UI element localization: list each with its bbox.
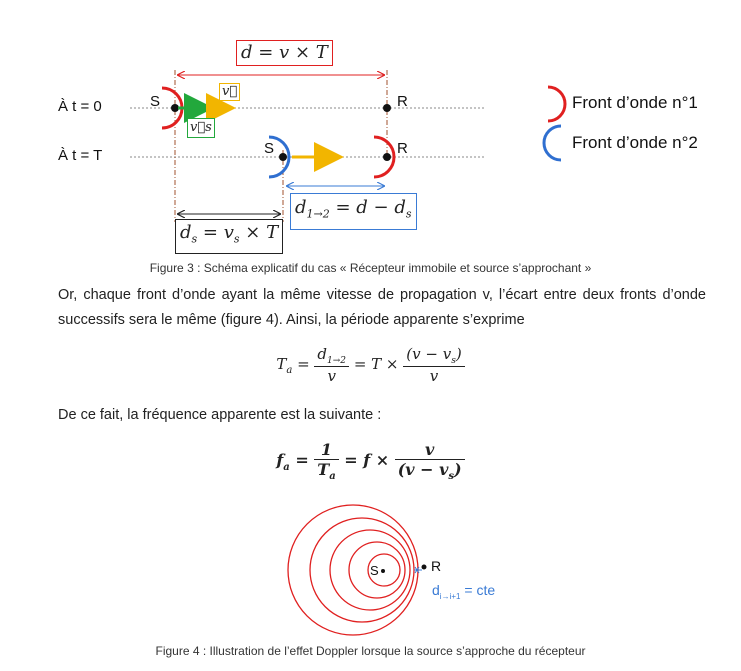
receiver-dot-T [383, 153, 391, 161]
eq2-den2-end: ) [454, 460, 462, 479]
eq2-num2: v [395, 440, 465, 460]
paragraph-1: Or, chaque front d’onde ayant la même vitesse de propagation v, l’écart entre deux fronts d’onde successifs sera le même (figure 4). Ainsi, la période apparente s’exprime [58, 287, 706, 328]
ds-sub: s [191, 232, 198, 246]
d12-formula-box [290, 193, 417, 230]
eq2-fraction-1 [314, 440, 338, 482]
fig4-source-label: S [370, 563, 379, 578]
equation-frequency: $f_a$ = $\frac{1}{T_a}$ = f × $\frac{v}{(v - v_s)}$ [0, 440, 741, 482]
eq2-num: 1 [314, 440, 338, 460]
eq1-lhs-sub: a [286, 365, 293, 376]
vs-label-box: v⃗s [187, 118, 215, 138]
eq1-fraction-1 [314, 345, 349, 385]
eq2-mid: = f × [344, 450, 390, 470]
d12-rhs: = d − d [329, 197, 406, 218]
equation-period: $T_a$ = $\frac{d_{1\to 2}}{v}$ = T × $\frac{(v - v_s)}{v}$ [0, 345, 741, 385]
eq2-den-sub: a [329, 471, 336, 483]
source-dot-T [279, 153, 287, 161]
v-label-box: v⃗ [219, 83, 240, 101]
source-label-t0: S [150, 93, 161, 110]
eq2-den2-sub: s [448, 471, 455, 483]
ds-rhs-sub: s [233, 232, 240, 246]
legend-front2-label: Front d’onde n°2 [572, 133, 698, 152]
eq1-den2: v [429, 367, 439, 385]
eq1-mid: = T × [353, 355, 399, 373]
row-label-tT: À t = T [58, 147, 103, 164]
fig4-d-sub: i→i+1 [439, 591, 461, 601]
legend-front1-label: Front d’onde n°1 [572, 93, 698, 112]
eq2-den: T [317, 460, 330, 479]
source-dot-t0 [171, 104, 179, 112]
paragraph-2: De ce fait, la fréquence apparente est la suivante : [58, 407, 382, 423]
d12-lhs: d [295, 197, 307, 218]
fig4-d: d [432, 582, 440, 598]
receiver-dot-t0 [383, 104, 391, 112]
figure-4-caption: Figure 4 : Illustration de l’effet Doppler lorsque la source s’approche du récepteur [155, 644, 586, 658]
eq1-lhs: T [276, 355, 287, 373]
wavefront-1 [288, 505, 418, 635]
ds-lhs: d [180, 222, 192, 243]
source-dot [381, 569, 385, 573]
row-label-t0: À t = 0 [58, 98, 102, 115]
eq2-den2: (v − v [397, 460, 449, 479]
legend-front1-arc [548, 87, 565, 121]
eq2-lhs: f [276, 450, 284, 470]
ds-rhs: = v [197, 222, 234, 243]
d12-sub: 1→2 [306, 207, 330, 221]
fig4-spacing-label [432, 582, 495, 601]
eq1-den: v [327, 367, 336, 385]
eq1-fraction-2 [403, 345, 464, 385]
eq2-fraction-2 [395, 440, 465, 482]
eq1-num: d [317, 345, 328, 363]
eq1-num-sub: 1→2 [327, 356, 347, 366]
d12-rhs-sub: s [405, 207, 412, 221]
receiver-label-T: R [397, 140, 408, 157]
fig4-d-tail: = cte [460, 582, 496, 598]
d-formula-box: d = v × T [236, 40, 333, 66]
receiver-label-t0: R [397, 93, 408, 110]
legend-front2-arc [544, 126, 561, 160]
eq2-lhs-sub: a [283, 461, 290, 473]
eq1-num2-end: ) [455, 345, 462, 363]
ds-tail: × T [239, 222, 279, 243]
wavefront-2 [310, 518, 414, 622]
eq1-num2: (v − v [406, 345, 452, 363]
ds-formula-box [175, 219, 283, 254]
eq1-num2-sub: s [451, 356, 456, 366]
figure-3-caption: Figure 3 : Schéma explicatif du cas « Récepteur immobile et source s’approchant » [149, 261, 592, 275]
source-label-T: S [264, 140, 275, 157]
fig4-receiver-label: R [431, 558, 442, 574]
receiver-dot [422, 565, 427, 570]
